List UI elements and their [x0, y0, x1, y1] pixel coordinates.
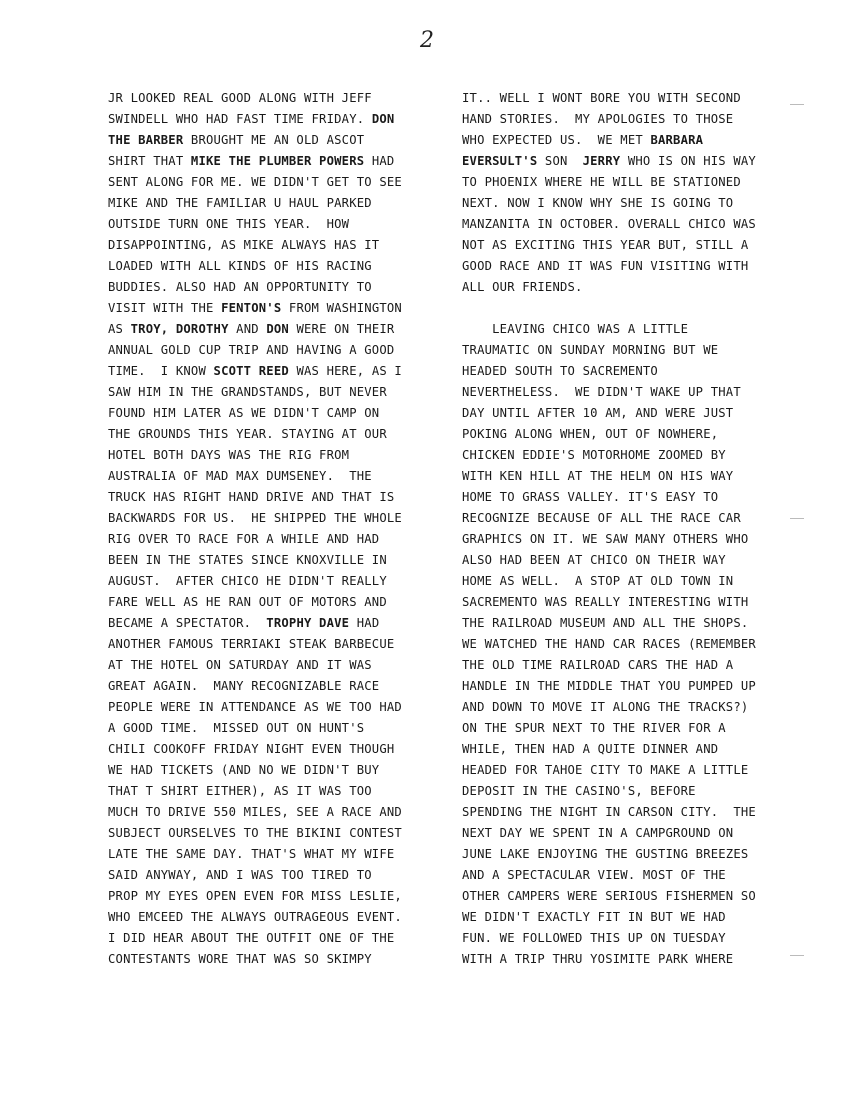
text-line	[462, 529, 792, 550]
text-run: HAD	[364, 154, 395, 168]
text-run: JUNE LAKE ENJOYING THE GUSTING BREEZES	[462, 847, 749, 861]
text-run: AND DOWN TO MOVE IT ALONG THE TRACKS?)	[462, 700, 749, 714]
text-line	[108, 487, 428, 508]
text-run: CONTESTANTS WORE THAT WAS SO SKIMPY	[108, 952, 372, 966]
text-line	[462, 424, 792, 445]
text-run: HANDLE IN THE MIDDLE THAT YOU PUMPED UP	[462, 679, 756, 693]
text-line	[462, 403, 792, 424]
text-line	[462, 592, 792, 613]
margin-mark	[790, 518, 804, 521]
text-line	[462, 508, 792, 529]
text-run: FROM WASHINGTON	[281, 301, 402, 315]
text-line	[108, 550, 428, 571]
text-line	[108, 928, 428, 949]
text-run: PROP MY EYES OPEN EVEN FOR MISS LESLIE,	[108, 889, 402, 903]
text-run: A GOOD TIME. MISSED OUT ON HUNT'S	[108, 721, 365, 735]
text-line	[462, 340, 792, 361]
text-line	[462, 88, 792, 109]
text-run: NEXT. NOW I KNOW WHY SHE IS GOING TO	[462, 196, 734, 210]
text-line	[462, 172, 792, 193]
text-line	[108, 571, 428, 592]
paragraph-gap	[462, 298, 792, 319]
text-run: WITH A TRIP THRU YOSIMITE PARK WHERE	[462, 952, 734, 966]
text-line	[108, 886, 428, 907]
text-run: NOT AS EXCITING THIS YEAR BUT, STILL A	[462, 238, 749, 252]
text-line	[108, 445, 428, 466]
text-run: MANZANITA IN OCTOBER. OVERALL CHICO WAS	[462, 217, 756, 231]
text-line	[462, 844, 792, 865]
text-line	[108, 529, 428, 550]
text-line	[462, 655, 792, 676]
text-run: SACREMENTO WAS REALLY INTERESTING WITH	[462, 595, 749, 609]
bold-name: MIKE THE PLUMBER POWERS	[190, 154, 365, 168]
text-line	[108, 340, 428, 361]
text-run: WHO IS ON HIS WAY	[620, 154, 756, 168]
bold-name: TROPHY DAVE	[266, 616, 350, 630]
text-line	[462, 445, 792, 466]
text-run: WE WATCHED THE HAND CAR RACES (REMEMBER	[462, 637, 756, 651]
left-column	[108, 88, 428, 970]
text-line	[108, 949, 428, 970]
text-run: WHO EMCEED THE ALWAYS OUTRAGEOUS EVENT.	[108, 910, 402, 924]
text-run: LEAVING CHICO WAS A LITTLE	[462, 322, 689, 336]
text-run: AND A SPECTACULAR VIEW. MOST OF THE	[462, 868, 726, 882]
text-run: WE HAD TICKETS (AND NO WE DIDN'T BUY	[108, 763, 380, 777]
text-run: DAY UNTIL AFTER 10 AM, AND WERE JUST	[462, 406, 734, 420]
text-run: SAW HIM IN THE GRANDSTANDS, BUT NEVER	[108, 385, 387, 399]
text-run: I DID HEAR ABOUT THE OUTFIT ONE OF THE	[108, 931, 395, 945]
text-line	[462, 382, 792, 403]
text-line	[462, 676, 792, 697]
text-run: SAID ANYWAY, AND I WAS TOO TIRED TO	[108, 868, 372, 882]
text-run: THE GROUNDS THIS YEAR. STAYING AT OUR	[108, 427, 387, 441]
text-run: HOME AS WELL. A STOP AT OLD TOWN IN	[462, 574, 734, 588]
text-run: GREAT AGAIN. MANY RECOGNIZABLE RACE	[108, 679, 380, 693]
text-run: AUGUST. AFTER CHICO HE DIDN'T REALLY	[108, 574, 387, 588]
text-run: RIG OVER TO RACE FOR A WHILE AND HAD	[108, 532, 380, 546]
text-line	[108, 592, 428, 613]
text-line	[462, 781, 792, 802]
text-line	[108, 697, 428, 718]
text-line	[108, 403, 428, 424]
text-run: RECOGNIZE BECAUSE OF ALL THE RACE CAR	[462, 511, 741, 525]
text-run: TIME. I KNOW	[108, 364, 214, 378]
text-run: POKING ALONG WHEN, OUT OF NOWHERE,	[462, 427, 719, 441]
text-line	[462, 319, 792, 340]
text-line	[462, 235, 792, 256]
text-line	[108, 676, 428, 697]
text-run: GRAPHICS ON IT. WE SAW MANY OTHERS WHO	[462, 532, 749, 546]
text-run: WE DIDN'T EXACTLY FIT IN BUT WE HAD	[462, 910, 726, 924]
text-run: WHILE, THEN HAD A QUITE DINNER AND	[462, 742, 719, 756]
text-line	[462, 928, 792, 949]
bold-name: EVERSULT'S	[462, 154, 538, 168]
bold-name: SCOTT REED	[213, 364, 289, 378]
text-line	[108, 802, 428, 823]
text-line	[462, 466, 792, 487]
text-run: NEVERTHELESS. WE DIDN'T WAKE UP THAT	[462, 385, 741, 399]
text-run: SHIRT THAT	[108, 154, 191, 168]
text-run: VISIT WITH THE	[108, 301, 222, 315]
text-line	[462, 109, 792, 130]
text-run: PEOPLE WERE IN ATTENDANCE AS WE TOO HAD	[108, 700, 402, 714]
text-line	[108, 865, 428, 886]
text-run: THAT T SHIRT EITHER), AS IT WAS TOO	[108, 784, 372, 798]
text-run: BACKWARDS FOR US. HE SHIPPED THE WHOLE	[108, 511, 402, 525]
text-line	[462, 193, 792, 214]
text-run: FUN. WE FOLLOWED THIS UP ON TUESDAY	[462, 931, 726, 945]
text-line	[462, 151, 792, 172]
text-run: SWINDELL WHO HAD FAST TIME FRIDAY.	[108, 112, 372, 126]
text-run: BUDDIES. ALSO HAD AN OPPORTUNITY TO	[108, 280, 372, 294]
bold-name: FENTON'S	[221, 301, 282, 315]
text-run: NEXT DAY WE SPENT IN A CAMPGROUND ON	[462, 826, 734, 840]
text-run: SUBJECT OURSELVES TO THE BIKINI CONTEST	[108, 826, 402, 840]
text-run: DEPOSIT IN THE CASINO'S, BEFORE	[462, 784, 696, 798]
text-run: HOTEL BOTH DAYS WAS THE RIG FROM	[108, 448, 350, 462]
text-line	[462, 739, 792, 760]
text-line	[462, 823, 792, 844]
text-run: FOUND HIM LATER AS WE DIDN'T CAMP ON	[108, 406, 380, 420]
text-run: ON THE SPUR NEXT TO THE RIVER FOR A	[462, 721, 726, 735]
text-run: HAND STORIES. MY APOLOGIES TO THOSE	[462, 112, 734, 126]
text-run: SENT ALONG FOR ME. WE DIDN'T GET TO SEE	[108, 175, 402, 189]
text-line	[108, 277, 428, 298]
margin-mark	[790, 955, 804, 958]
text-line	[108, 634, 428, 655]
margin-mark	[790, 104, 804, 107]
bold-name: TROY, DOROTHY	[130, 322, 229, 336]
text-line	[108, 382, 428, 403]
text-line	[462, 760, 792, 781]
text-line	[108, 193, 428, 214]
text-run: WHO EXPECTED US. WE MET	[462, 133, 651, 147]
text-run: AUSTRALIA OF MAD MAX DUMSENEY. THE	[108, 469, 372, 483]
text-run: ANNUAL GOLD CUP TRIP AND HAVING A GOOD	[108, 343, 395, 357]
text-run: FARE WELL AS HE RAN OUT OF MOTORS AND	[108, 595, 387, 609]
text-line	[108, 613, 428, 634]
text-run: ALSO HAD BEEN AT CHICO ON THEIR WAY	[462, 553, 726, 567]
text-run: AS	[108, 322, 131, 336]
text-run: SPENDING THE NIGHT IN CARSON CITY. THE	[462, 805, 756, 819]
text-run: WAS HERE, AS I	[288, 364, 402, 378]
text-run: TRUCK HAS RIGHT HAND DRIVE AND THAT IS	[108, 490, 395, 504]
text-run: BEEN IN THE STATES SINCE KNOXVILLE IN	[108, 553, 387, 567]
text-line	[108, 361, 428, 382]
text-run: MIKE AND THE FAMILIAR U HAUL PARKED	[108, 196, 372, 210]
right-column	[462, 88, 792, 970]
text-run: MUCH TO DRIVE 550 MILES, SEE A RACE AND	[108, 805, 402, 819]
text-run: CHILI COOKOFF FRIDAY NIGHT EVEN THOUGH	[108, 742, 395, 756]
text-run: OUTSIDE TURN ONE THIS YEAR. HOW	[108, 217, 350, 231]
text-line	[462, 571, 792, 592]
text-line	[108, 823, 428, 844]
text-line	[462, 613, 792, 634]
text-line	[108, 781, 428, 802]
text-line	[108, 760, 428, 781]
text-run: BROUGHT ME AN OLD ASCOT	[183, 133, 365, 147]
text-run: THE RAILROAD MUSEUM AND ALL THE SHOPS.	[462, 616, 749, 630]
text-line	[108, 844, 428, 865]
text-run: HAD	[349, 616, 380, 630]
text-run: OTHER CAMPERS WERE SERIOUS FISHERMEN SO	[462, 889, 756, 903]
bold-name: JERRY	[582, 154, 621, 168]
text-line	[108, 907, 428, 928]
text-run: AT THE HOTEL ON SATURDAY AND IT WAS	[108, 658, 372, 672]
text-run: LATE THE SAME DAY. THAT'S WHAT MY WIFE	[108, 847, 395, 861]
text-run: LOADED WITH ALL KINDS OF HIS RACING	[108, 259, 372, 273]
text-run: ALL OUR FRIENDS.	[462, 280, 583, 294]
text-line	[462, 802, 792, 823]
bold-name: DON	[371, 112, 395, 126]
text-line	[108, 151, 428, 172]
text-run: TRAUMATIC ON SUNDAY MORNING BUT WE	[462, 343, 719, 357]
text-line	[108, 655, 428, 676]
text-run: WITH KEN HILL AT THE HELM ON HIS WAY	[462, 469, 734, 483]
text-run: HOME TO GRASS VALLEY. IT'S EASY TO	[462, 490, 719, 504]
text-line	[108, 466, 428, 487]
text-line	[462, 487, 792, 508]
text-line	[462, 886, 792, 907]
text-run: JR LOOKED REAL GOOD ALONG WITH JEFF	[108, 91, 372, 105]
text-line	[462, 697, 792, 718]
text-line	[108, 88, 428, 109]
text-line	[462, 634, 792, 655]
text-line	[108, 298, 428, 319]
text-run: HEADED FOR TAHOE CITY TO MAKE A LITTLE	[462, 763, 749, 777]
text-line	[108, 508, 428, 529]
text-line	[462, 277, 792, 298]
text-line	[462, 907, 792, 928]
text-line	[462, 214, 792, 235]
text-line	[108, 718, 428, 739]
text-line	[462, 865, 792, 886]
bold-name: DON	[266, 322, 289, 336]
text-run: TO PHOENIX WHERE HE WILL BE STATIONED	[462, 175, 741, 189]
text-line	[108, 319, 428, 340]
text-line	[462, 361, 792, 382]
text-line	[108, 739, 428, 760]
text-line	[462, 949, 792, 970]
text-run: SON	[537, 154, 583, 168]
text-line	[108, 130, 428, 151]
text-line	[108, 235, 428, 256]
text-run: ANOTHER FAMOUS TERRIAKI STEAK BARBECUE	[108, 637, 395, 651]
bold-name: BARBARA	[650, 133, 704, 147]
bold-name: THE BARBER	[108, 133, 184, 147]
text-run: DISAPPOINTING, AS MIKE ALWAYS HAS IT	[108, 238, 380, 252]
page-number: 2	[420, 28, 434, 53]
text-run: BECAME A SPECTATOR.	[108, 616, 267, 630]
text-line	[108, 424, 428, 445]
text-run: HEADED SOUTH TO SACREMENTO	[462, 364, 658, 378]
text-line	[108, 172, 428, 193]
text-run: IT.. WELL I WONT BORE YOU WITH SECOND	[462, 91, 741, 105]
text-run: GOOD RACE AND IT WAS FUN VISITING WITH	[462, 259, 749, 273]
text-line	[462, 130, 792, 151]
text-line	[462, 550, 792, 571]
text-run: CHICKEN EDDIE'S MOTORHOME ZOOMED BY	[462, 448, 726, 462]
text-line	[462, 718, 792, 739]
text-line	[108, 256, 428, 277]
text-line	[108, 214, 428, 235]
text-run: THE OLD TIME RAILROAD CARS THE HAD A	[462, 658, 734, 672]
text-run: WERE ON THEIR	[288, 322, 395, 336]
text-run: AND	[228, 322, 267, 336]
text-line	[108, 109, 428, 130]
text-line	[462, 256, 792, 277]
